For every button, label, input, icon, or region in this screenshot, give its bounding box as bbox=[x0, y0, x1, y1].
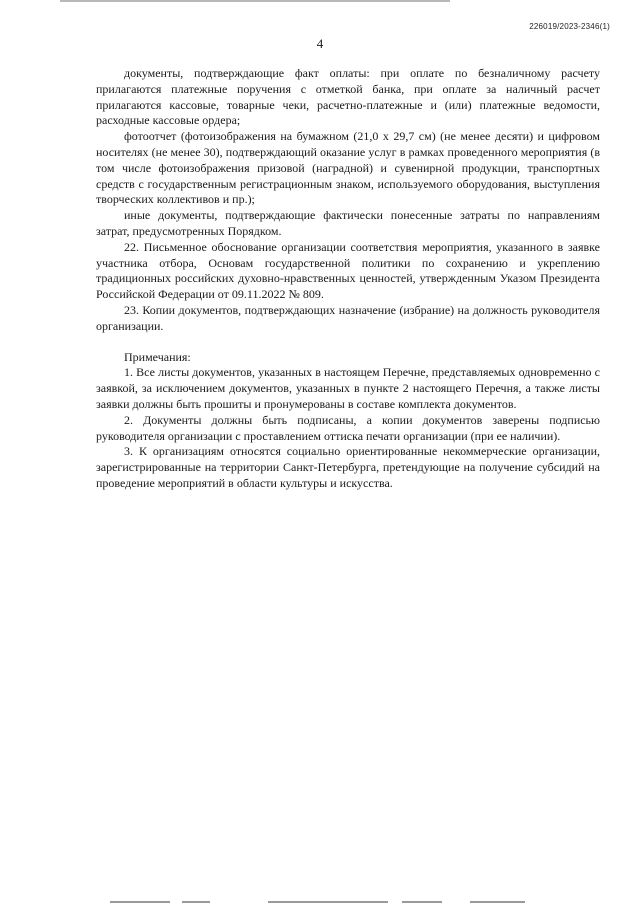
note-3: 3. К организациям относятся социально ориентированные некоммерческие организации, зарегистрированные на территории Санкт-Петербурга, претендующие на получение субсидий на проведение мероприятий в области культуры и искусства. bbox=[96, 444, 600, 490]
notes-heading: Примечания: bbox=[124, 349, 191, 364]
document-id: 226019/2023-2346(1) bbox=[529, 22, 610, 31]
document-body bbox=[96, 66, 600, 492]
note-2: 2. Документы должны быть подписаны, а копии документов заверены подписью руководителя организации с проставлением оттиска печати организации (при ее наличии). bbox=[96, 412, 600, 443]
paragraph-photo-report: фотоотчет (фотоизображения на бумажном (21,0 x 29,7 см) (не менее десяти) и цифровом носителях (не менее 30), подтверждающий оказание услуг в рамках проведенного мероприятия (в том числе фотоизображения призовой (наградной) и сувенирной продукции, транспортных средств с государственным регистрационным знаком, используемого оборудования, выступления творческих коллективов и пр.); bbox=[96, 129, 600, 207]
section-gap bbox=[96, 335, 600, 350]
note-1: 1. Все листы документов, указанных в настоящем Перечне, представляемых одновременно с заявкой, за исключением документов, указанных в пункте 2 настоящего Перечня, а также листы заявки должны быть прошиты и пронумерованы в составе комплекта документов. bbox=[96, 365, 600, 411]
page-number: 4 bbox=[316, 36, 324, 51]
paragraph-item-23: 23. Копии документов, подтверждающих назначение (избрание) на должность руководителя организации. bbox=[96, 302, 600, 333]
scan-edge-bottom bbox=[0, 897, 640, 905]
paragraph-payment-documents: документы, подтверждающие факт оплаты: при оплате по безналичному расчету прилагаются платежные поручения с отметкой банка, при оплате за наличный расчет прилагаются кассовые, товарные чеки, расчетно-платежные и (или) платежные ведомости, расходные кассовые ордера; bbox=[96, 66, 600, 128]
scan-edge-top bbox=[60, 0, 450, 2]
paragraph-other-documents: иные документы, подтверждающие фактически понесенные затраты по направлениям затрат, предусмотренных Порядком. bbox=[96, 208, 600, 238]
paragraph-item-22: 22. Письменное обоснование организации соответствия мероприятия, указанного в заявке участника отбора, Основам государственной политики по сохранению и укреплению традиционных российских духовно-нравственных ценностей, утвержденным Указом Президента Российской Федерации от 09.11.2022 № 809. bbox=[96, 239, 600, 302]
